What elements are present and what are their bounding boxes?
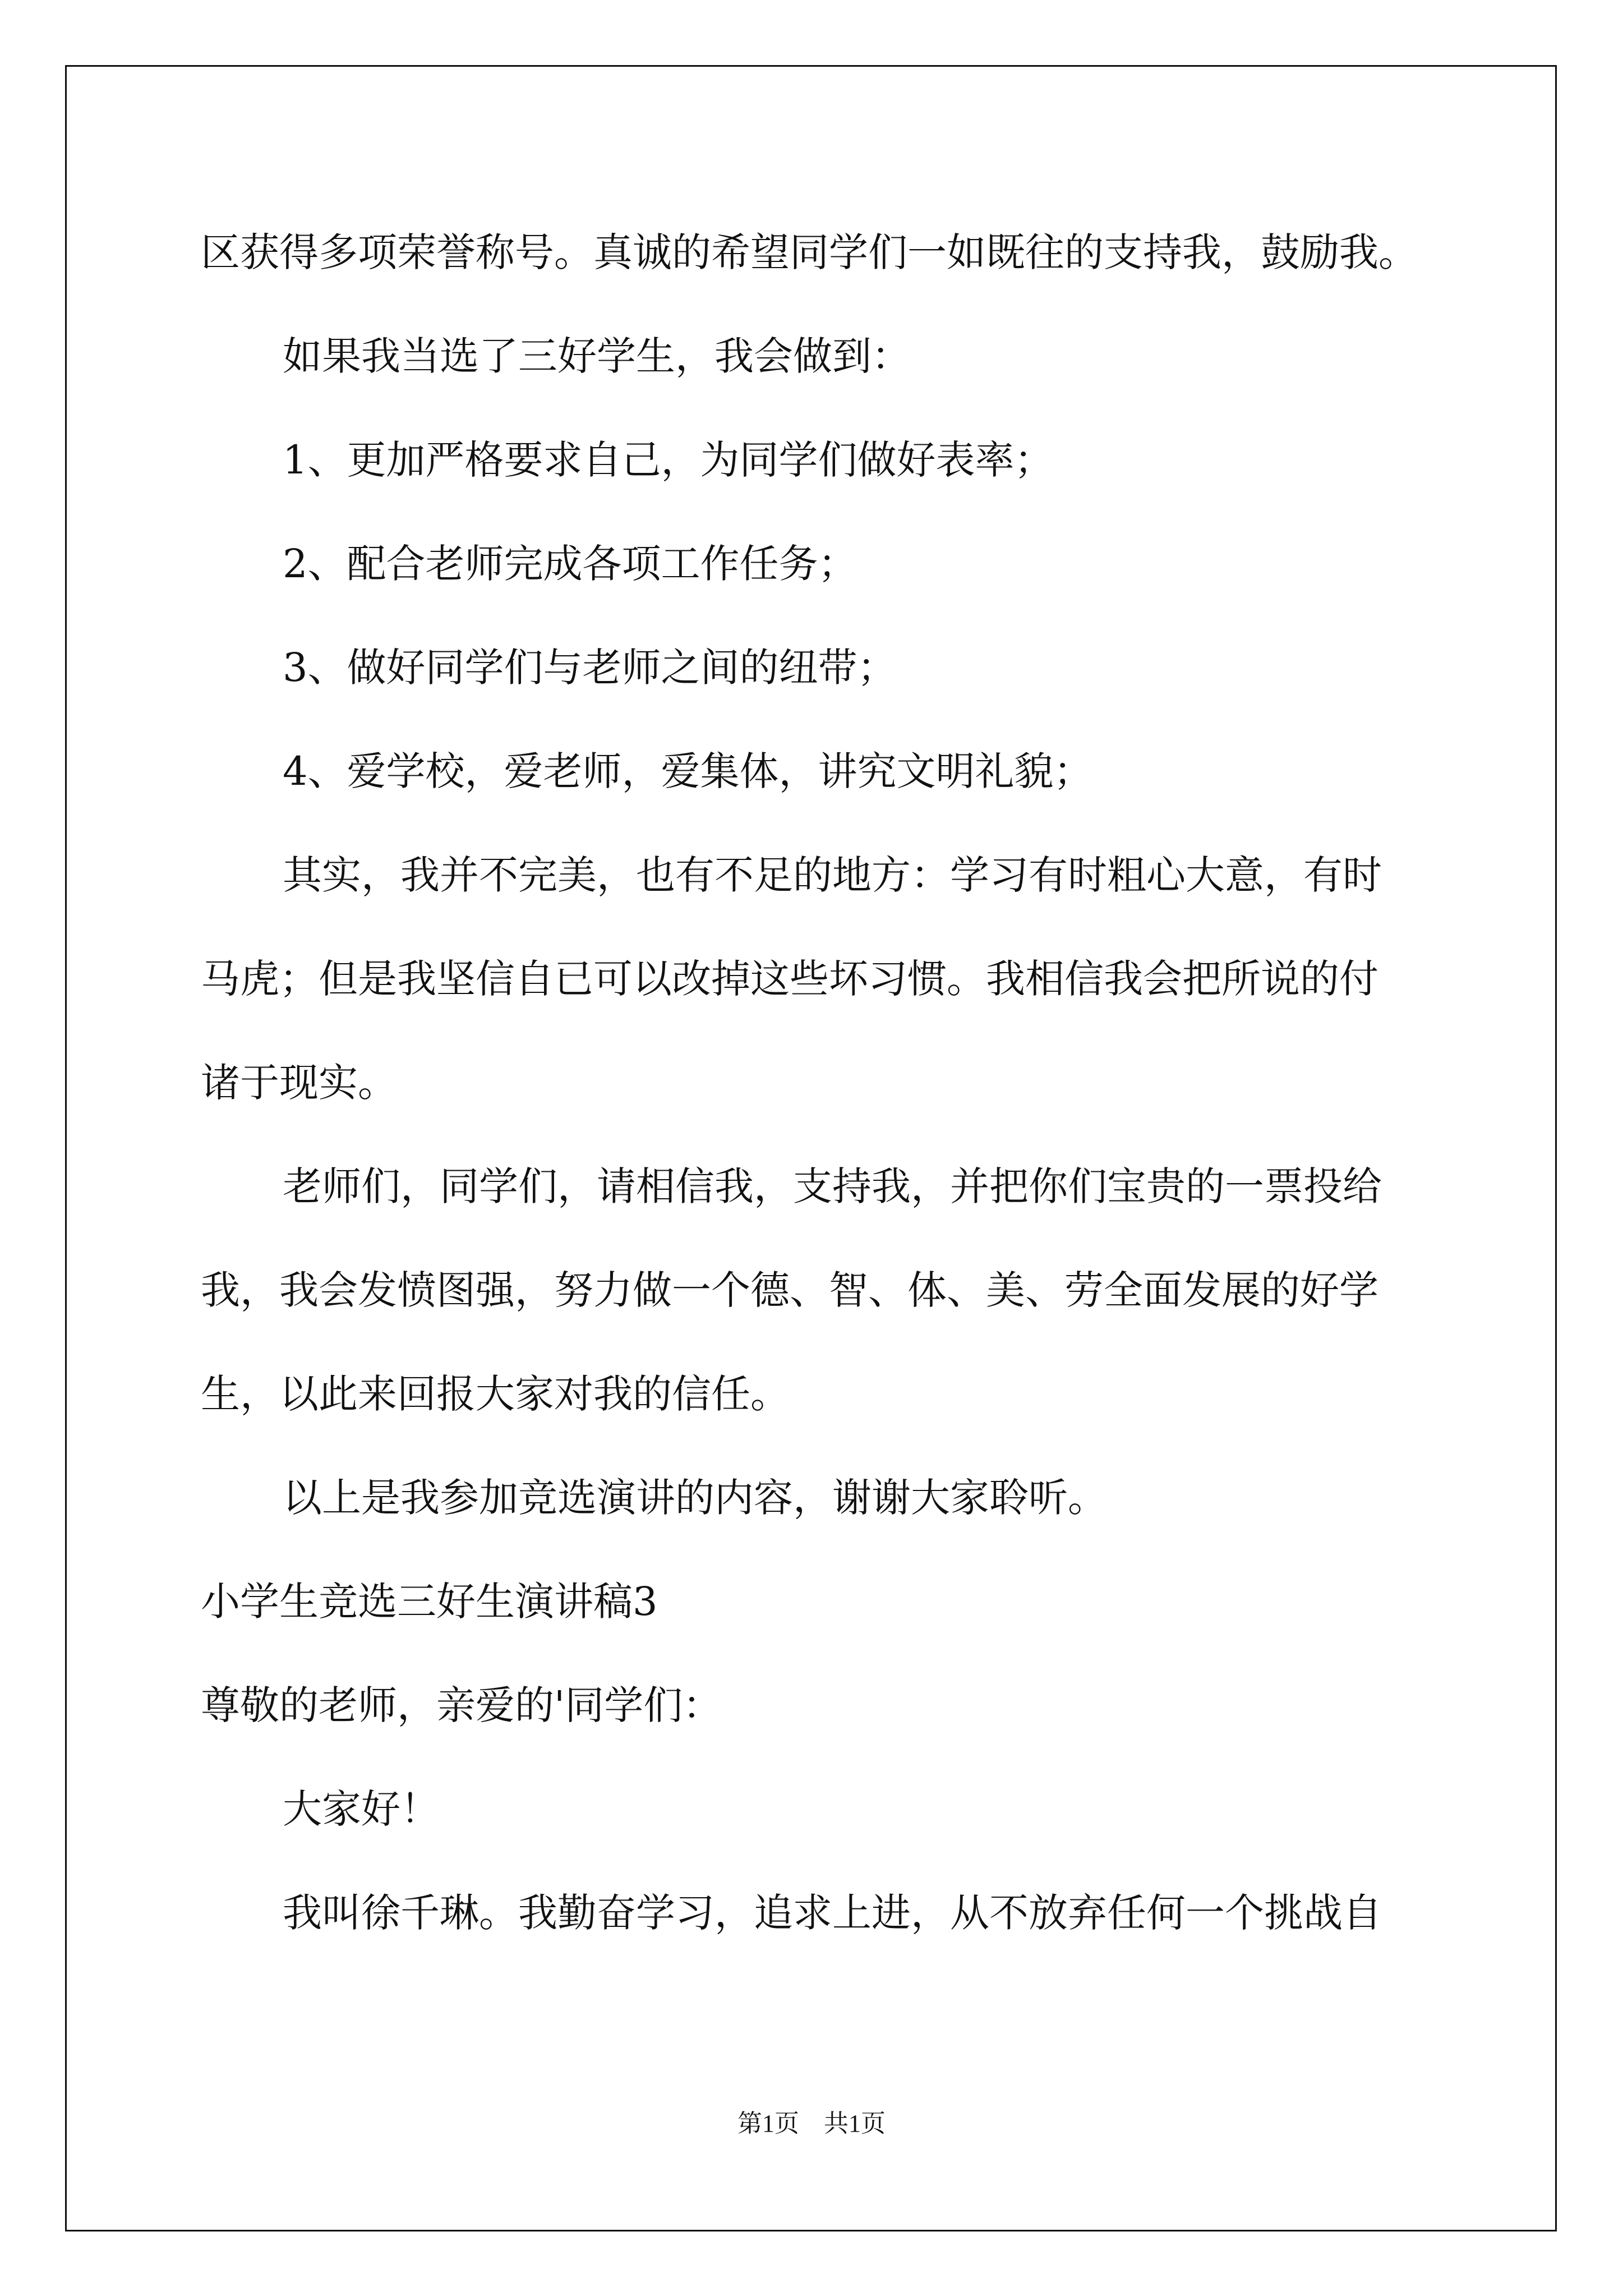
paragraph-line: 如果我当选了三好学生，我会做到： [283, 333, 911, 379]
salutation: 尊敬的老师，亲爱的'同学们： [201, 1682, 722, 1728]
greeting: 大家好！ [283, 1786, 440, 1832]
list-item: 1、更加严格要求自己，为同学们做好表率； [283, 437, 1054, 483]
list-item: 2、配合老师完成各项工作任务； [283, 541, 857, 587]
paragraph-line: 其实，我并不完美，也有不足的地方：学习有时粗心大意，有时 [283, 852, 1382, 898]
paragraph-line: 诸于现实。 [201, 1060, 397, 1106]
paragraph-line: 以上是我参加竞选演讲的内容，谢谢大家聆听。 [283, 1475, 1107, 1521]
list-item: 4、爱学校，爱老师，爱集体，讲究文明礼貌； [283, 748, 1093, 794]
paragraph-line: 老师们，同学们，请相信我，支持我，并把你们宝贵的一票投给 [283, 1163, 1382, 1209]
page-footer: 第1页 共1页 [737, 2110, 886, 2137]
section-title: 小学生竞选三好生演讲稿3 [201, 1579, 658, 1625]
paragraph-line: 区获得多项荣誉称号。真诚的希望同学们一如既往的支持我，鼓励我。 [201, 229, 1418, 275]
paragraph-line: 我，我会发愤图强，努力做一个德、智、体、美、劳全面发展的好学 [201, 1267, 1378, 1313]
list-item: 3、做好同学们与老师之间的纽带； [283, 645, 897, 691]
paragraph-line: 生，以此来回报大家对我的信任。 [201, 1371, 790, 1417]
paragraph-line: 马虎；但是我坚信自已可以改掉这些坏习惯。我相信我会把所说的付 [201, 956, 1378, 1002]
paragraph-line: 我叫徐千琳。我勤奋学习，追求上进，从不放弃任何一个挑战自 [283, 1890, 1382, 1936]
